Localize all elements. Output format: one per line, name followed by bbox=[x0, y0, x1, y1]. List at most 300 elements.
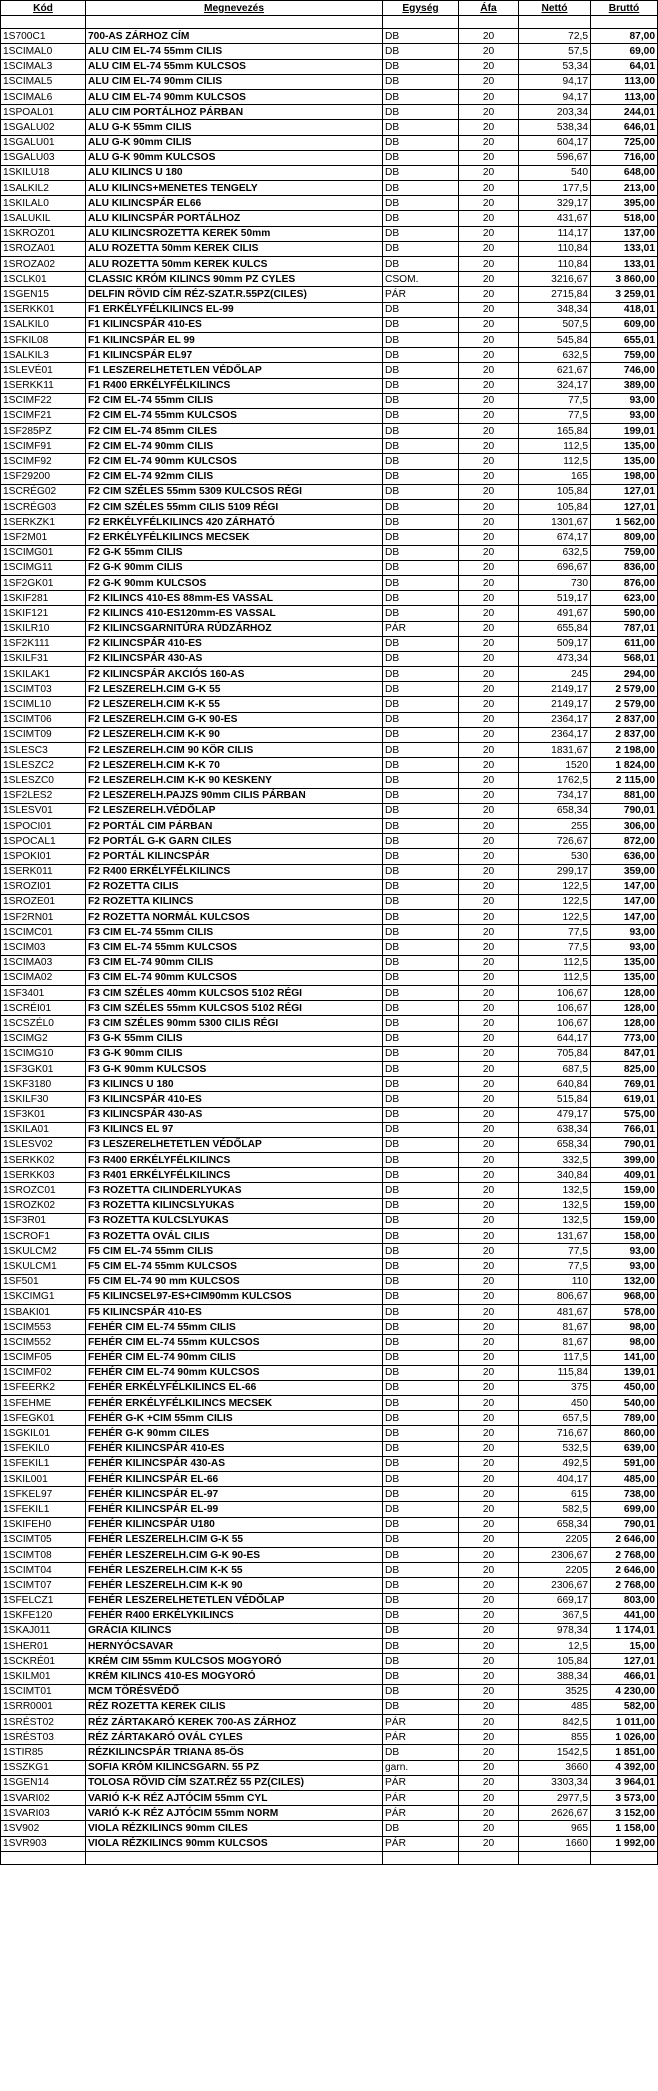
cell-brutto: 518,00 bbox=[591, 211, 658, 226]
cell-egyseg: DB bbox=[383, 1684, 459, 1699]
cell-megnevezes: F1 ERKÉLYFÉLKILINCS EL-99 bbox=[86, 302, 383, 317]
cell-megnevezes: F2 KILINCS 410-ES120mm-ES VASSAL bbox=[86, 606, 383, 621]
cell-megnevezes: F3 CIM EL-74 55mm KULCSOS bbox=[86, 940, 383, 955]
cell-egyseg: DB bbox=[383, 1304, 459, 1319]
cell-netto: 696,67 bbox=[519, 560, 591, 575]
table-row bbox=[1, 1456, 658, 1471]
cell-megnevezes: ALU CIM PORTÁLHOZ PÁRBAN bbox=[86, 105, 383, 120]
cell-afa: 20 bbox=[459, 211, 519, 226]
table-row bbox=[1, 135, 658, 150]
table-row bbox=[1, 1639, 658, 1654]
table-row bbox=[1, 120, 658, 135]
cell-brutto: 93,00 bbox=[591, 925, 658, 940]
cell-netto: 94,17 bbox=[519, 74, 591, 89]
cell-afa: 20 bbox=[459, 500, 519, 515]
cell-netto: 481,67 bbox=[519, 1304, 591, 1319]
cell-kod: 1SERK011 bbox=[1, 864, 86, 879]
cell-megnevezes: FEHÉR ERKÉLYFÉLKILINCS EL-66 bbox=[86, 1380, 383, 1395]
table-row bbox=[1, 621, 658, 636]
cell-netto: 669,17 bbox=[519, 1593, 591, 1608]
cell-kod: 1SKF3180 bbox=[1, 1077, 86, 1092]
cell-megnevezes: FEHÉR CIM EL-74 90mm KULCSOS bbox=[86, 1365, 383, 1380]
cell-egyseg: DB bbox=[383, 393, 459, 408]
cell-afa: 20 bbox=[459, 1411, 519, 1426]
cell-megnevezes: F5 CIM EL-74 90 mm KULCSOS bbox=[86, 1274, 383, 1289]
cell-afa: 20 bbox=[459, 1077, 519, 1092]
cell-afa: 20 bbox=[459, 1821, 519, 1836]
table-row bbox=[1, 302, 658, 317]
cell-egyseg: DB bbox=[383, 1320, 459, 1335]
cell-megnevezes: F2 LESZERELH.CIM 90 KÖR CILIS bbox=[86, 743, 383, 758]
cell-kod: 1SF2GK01 bbox=[1, 575, 86, 590]
cell-kod: 1SGALU01 bbox=[1, 135, 86, 150]
cell-brutto: 418,01 bbox=[591, 302, 658, 317]
cell-netto: 965 bbox=[519, 1821, 591, 1836]
cell-netto: 329,17 bbox=[519, 196, 591, 211]
cell-kod: 1SGKIL01 bbox=[1, 1426, 86, 1441]
cell-netto: 112,5 bbox=[519, 439, 591, 454]
cell-netto: 515,84 bbox=[519, 1092, 591, 1107]
cell-netto: 538,34 bbox=[519, 120, 591, 135]
cell-netto: 491,67 bbox=[519, 606, 591, 621]
empty-cell bbox=[1, 16, 86, 29]
cell-egyseg: DB bbox=[383, 575, 459, 590]
empty-cell bbox=[86, 16, 383, 29]
cell-netto: 404,17 bbox=[519, 1472, 591, 1487]
cell-megnevezes: F2 CIM EL-74 55mm KULCSOS bbox=[86, 408, 383, 423]
cell-netto: 112,5 bbox=[519, 970, 591, 985]
cell-megnevezes: SOFIA KRÓM KILINCSGARN. 55 PZ bbox=[86, 1760, 383, 1775]
cell-megnevezes: F2 ROZETTA NORMÁL KULCSOS bbox=[86, 910, 383, 925]
cell-afa: 20 bbox=[459, 1426, 519, 1441]
cell-netto: 77,5 bbox=[519, 940, 591, 955]
empty-cell bbox=[383, 1851, 459, 1864]
cell-egyseg: DB bbox=[383, 196, 459, 211]
cell-kod: 1SFEKIL1 bbox=[1, 1456, 86, 1471]
cell-kod: 1SCIMF22 bbox=[1, 393, 86, 408]
cell-kod: 1SLESC3 bbox=[1, 743, 86, 758]
table-row bbox=[1, 1775, 658, 1790]
cell-afa: 20 bbox=[459, 1001, 519, 1016]
cell-afa: 20 bbox=[459, 1517, 519, 1532]
cell-megnevezes: F2 CIM EL-74 90mm KULCSOS bbox=[86, 454, 383, 469]
cell-kod: 1SALKIL2 bbox=[1, 181, 86, 196]
table-row bbox=[1, 1699, 658, 1714]
cell-afa: 20 bbox=[459, 1715, 519, 1730]
cell-afa: 20 bbox=[459, 651, 519, 666]
cell-egyseg: DB bbox=[383, 1502, 459, 1517]
cell-netto: 705,84 bbox=[519, 1046, 591, 1061]
cell-afa: 20 bbox=[459, 1244, 519, 1259]
cell-netto: 340,84 bbox=[519, 1168, 591, 1183]
cell-netto: 112,5 bbox=[519, 454, 591, 469]
cell-brutto: 135,00 bbox=[591, 955, 658, 970]
table-row bbox=[1, 257, 658, 272]
cell-brutto: 113,00 bbox=[591, 74, 658, 89]
table-row bbox=[1, 910, 658, 925]
cell-kod: 1SCIMAL5 bbox=[1, 74, 86, 89]
cell-kod: 1SERKZK1 bbox=[1, 515, 86, 530]
cell-kod: 1SERKK11 bbox=[1, 378, 86, 393]
cell-brutto: 787,01 bbox=[591, 621, 658, 636]
table-row bbox=[1, 697, 658, 712]
cell-brutto: 738,00 bbox=[591, 1487, 658, 1502]
cell-egyseg: DB bbox=[383, 788, 459, 803]
cell-megnevezes: F1 LESZERELHETETLEN VÉDŐLAP bbox=[86, 363, 383, 378]
cell-netto: 2205 bbox=[519, 1563, 591, 1578]
header-kod: Kód bbox=[1, 1, 86, 16]
table-row bbox=[1, 894, 658, 909]
cell-kod: 1SKIF281 bbox=[1, 591, 86, 606]
cell-netto: 540 bbox=[519, 165, 591, 180]
cell-netto: 132,5 bbox=[519, 1183, 591, 1198]
cell-egyseg: DB bbox=[383, 758, 459, 773]
cell-afa: 20 bbox=[459, 1350, 519, 1365]
cell-brutto: 611,00 bbox=[591, 636, 658, 651]
cell-brutto: 636,00 bbox=[591, 849, 658, 864]
table-row bbox=[1, 1320, 658, 1335]
cell-megnevezes: ALU CIM EL-74 55mm CILIS bbox=[86, 44, 383, 59]
cell-afa: 20 bbox=[459, 74, 519, 89]
cell-kod: 1SCLK01 bbox=[1, 272, 86, 287]
cell-netto: 122,5 bbox=[519, 910, 591, 925]
cell-megnevezes: ALU CIM EL-74 90mm KULCSOS bbox=[86, 89, 383, 104]
cell-brutto: 389,00 bbox=[591, 378, 658, 393]
cell-netto: 12,5 bbox=[519, 1639, 591, 1654]
cell-afa: 20 bbox=[459, 29, 519, 44]
cell-megnevezes: ALU ROZETTA 50mm KEREK KULCS bbox=[86, 257, 383, 272]
cell-kod: 1SROZC01 bbox=[1, 1183, 86, 1198]
empty-row bbox=[1, 1851, 658, 1864]
cell-egyseg: DB bbox=[383, 408, 459, 423]
cell-megnevezes: F2 PORTÁL KILINCSPÁR bbox=[86, 849, 383, 864]
cell-netto: 112,5 bbox=[519, 955, 591, 970]
table-row bbox=[1, 287, 658, 302]
cell-kod: 1SCIMT04 bbox=[1, 1563, 86, 1578]
cell-egyseg: DB bbox=[383, 667, 459, 682]
table-row bbox=[1, 1426, 658, 1441]
cell-afa: 20 bbox=[459, 348, 519, 363]
cell-kod: 1SF3K01 bbox=[1, 1107, 86, 1122]
cell-afa: 20 bbox=[459, 1380, 519, 1395]
cell-afa: 20 bbox=[459, 241, 519, 256]
cell-netto: 105,84 bbox=[519, 1654, 591, 1669]
table-row bbox=[1, 439, 658, 454]
cell-netto: 375 bbox=[519, 1380, 591, 1395]
cell-megnevezes: VIOLA RÉZKILINCS 90mm KULCSOS bbox=[86, 1836, 383, 1851]
cell-netto: 105,84 bbox=[519, 500, 591, 515]
cell-kod: 1SCIMA02 bbox=[1, 970, 86, 985]
cell-egyseg: PÁR bbox=[383, 1775, 459, 1790]
cell-afa: 20 bbox=[459, 378, 519, 393]
cell-afa: 20 bbox=[459, 667, 519, 682]
cell-brutto: 137,00 bbox=[591, 226, 658, 241]
cell-brutto: 639,00 bbox=[591, 1441, 658, 1456]
cell-netto: 324,17 bbox=[519, 378, 591, 393]
cell-brutto: 93,00 bbox=[591, 1244, 658, 1259]
cell-egyseg: DB bbox=[383, 515, 459, 530]
cell-kod: 1SCIMF21 bbox=[1, 408, 86, 423]
empty-cell bbox=[1, 1851, 86, 1864]
cell-afa: 20 bbox=[459, 1289, 519, 1304]
cell-afa: 20 bbox=[459, 1745, 519, 1760]
cell-egyseg: DB bbox=[383, 1061, 459, 1076]
cell-kod: 1SROZK02 bbox=[1, 1198, 86, 1213]
cell-megnevezes: F2 LESZERELH.CIM K-K 70 bbox=[86, 758, 383, 773]
cell-brutto: 127,01 bbox=[591, 484, 658, 499]
cell-brutto: 141,00 bbox=[591, 1350, 658, 1365]
cell-egyseg: DB bbox=[383, 211, 459, 226]
cell-afa: 20 bbox=[459, 621, 519, 636]
cell-egyseg: DB bbox=[383, 743, 459, 758]
cell-kod: 1SROZI01 bbox=[1, 879, 86, 894]
cell-megnevezes: FEHÉR LESZERELH.CIM K-K 90 bbox=[86, 1578, 383, 1593]
cell-brutto: 135,00 bbox=[591, 454, 658, 469]
cell-egyseg: DB bbox=[383, 879, 459, 894]
cell-megnevezes: FEHÉR G-K 90mm CILES bbox=[86, 1426, 383, 1441]
cell-egyseg: DB bbox=[383, 682, 459, 697]
cell-egyseg: DB bbox=[383, 651, 459, 666]
cell-megnevezes: HERNYÓCSAVAR bbox=[86, 1639, 383, 1654]
cell-megnevezes: ALU KILINCS+MENETES TENGELY bbox=[86, 181, 383, 196]
cell-kod: 1SCIMAL0 bbox=[1, 44, 86, 59]
table-row bbox=[1, 1380, 658, 1395]
cell-brutto: 198,00 bbox=[591, 469, 658, 484]
table-row bbox=[1, 849, 658, 864]
cell-brutto: 135,00 bbox=[591, 970, 658, 985]
cell-afa: 20 bbox=[459, 1304, 519, 1319]
cell-kod: 1SFEGK01 bbox=[1, 1411, 86, 1426]
cell-afa: 20 bbox=[459, 591, 519, 606]
cell-egyseg: DB bbox=[383, 1396, 459, 1411]
table-row bbox=[1, 1289, 658, 1304]
cell-brutto: 2 115,00 bbox=[591, 773, 658, 788]
cell-brutto: 623,00 bbox=[591, 591, 658, 606]
cell-netto: 485 bbox=[519, 1699, 591, 1714]
cell-afa: 20 bbox=[459, 1335, 519, 1350]
cell-afa: 20 bbox=[459, 818, 519, 833]
table-row bbox=[1, 1396, 658, 1411]
table-row bbox=[1, 105, 658, 120]
cell-egyseg: DB bbox=[383, 348, 459, 363]
empty-cell bbox=[459, 16, 519, 29]
header-megnevezes: Megnevezés bbox=[86, 1, 383, 16]
cell-kod: 1SPOKI01 bbox=[1, 849, 86, 864]
cell-brutto: 2 646,00 bbox=[591, 1532, 658, 1547]
cell-netto: 332,5 bbox=[519, 1153, 591, 1168]
cell-afa: 20 bbox=[459, 1092, 519, 1107]
cell-brutto: 113,00 bbox=[591, 89, 658, 104]
cell-kod: 1SVARI03 bbox=[1, 1806, 86, 1821]
cell-afa: 20 bbox=[459, 1198, 519, 1213]
cell-netto: 978,34 bbox=[519, 1623, 591, 1638]
table-row bbox=[1, 241, 658, 256]
cell-netto: 122,5 bbox=[519, 894, 591, 909]
cell-kod: 1SALKIL3 bbox=[1, 348, 86, 363]
cell-brutto: 790,01 bbox=[591, 1137, 658, 1152]
cell-afa: 20 bbox=[459, 317, 519, 332]
cell-brutto: 93,00 bbox=[591, 1259, 658, 1274]
cell-megnevezes: DELFIN RÖVID CÍM RÉZ-SZAT.R.55PZ(CILES) bbox=[86, 287, 383, 302]
cell-brutto: 803,00 bbox=[591, 1593, 658, 1608]
cell-brutto: 2 579,00 bbox=[591, 697, 658, 712]
cell-brutto: 98,00 bbox=[591, 1320, 658, 1335]
cell-afa: 20 bbox=[459, 1790, 519, 1805]
cell-megnevezes: ALU KILINCSROZETTA KEREK 50mm bbox=[86, 226, 383, 241]
cell-afa: 20 bbox=[459, 788, 519, 803]
cell-egyseg: DB bbox=[383, 560, 459, 575]
cell-egyseg: DB bbox=[383, 1411, 459, 1426]
cell-kod: 1SCIM552 bbox=[1, 1335, 86, 1350]
cell-netto: 2364,17 bbox=[519, 712, 591, 727]
cell-afa: 20 bbox=[459, 120, 519, 135]
cell-kod: 1SKIF121 bbox=[1, 606, 86, 621]
cell-afa: 20 bbox=[459, 727, 519, 742]
cell-afa: 20 bbox=[459, 1730, 519, 1745]
cell-netto: 450 bbox=[519, 1396, 591, 1411]
cell-afa: 20 bbox=[459, 1472, 519, 1487]
cell-megnevezes: F2 CIM EL-74 92mm CILIS bbox=[86, 469, 383, 484]
table-row bbox=[1, 29, 658, 44]
cell-egyseg: DB bbox=[383, 1487, 459, 1502]
cell-kod: 1SKILAK1 bbox=[1, 667, 86, 682]
cell-afa: 20 bbox=[459, 1229, 519, 1244]
header-row bbox=[1, 1, 658, 16]
table-row bbox=[1, 165, 658, 180]
table-row bbox=[1, 150, 658, 165]
cell-netto: 299,17 bbox=[519, 864, 591, 879]
cell-afa: 20 bbox=[459, 1654, 519, 1669]
cell-afa: 20 bbox=[459, 1608, 519, 1623]
cell-brutto: 1 011,00 bbox=[591, 1715, 658, 1730]
table-row bbox=[1, 925, 658, 940]
cell-netto: 165,84 bbox=[519, 424, 591, 439]
cell-kod: 1SRR0001 bbox=[1, 1699, 86, 1714]
cell-netto: 122,5 bbox=[519, 879, 591, 894]
cell-netto: 674,17 bbox=[519, 530, 591, 545]
cell-netto: 114,17 bbox=[519, 226, 591, 241]
table-row bbox=[1, 1061, 658, 1076]
cell-megnevezes: F3 G-K 90mm CILIS bbox=[86, 1046, 383, 1061]
cell-egyseg: DB bbox=[383, 1821, 459, 1836]
cell-brutto: 540,00 bbox=[591, 1396, 658, 1411]
cell-megnevezes: F2 G-K 55mm CILIS bbox=[86, 545, 383, 560]
cell-netto: 1542,5 bbox=[519, 1745, 591, 1760]
cell-kod: 1SGEN14 bbox=[1, 1775, 86, 1790]
cell-brutto: 699,00 bbox=[591, 1502, 658, 1517]
cell-netto: 1520 bbox=[519, 758, 591, 773]
cell-egyseg: DB bbox=[383, 940, 459, 955]
cell-brutto: 575,00 bbox=[591, 1107, 658, 1122]
cell-megnevezes: F2 PORTÁL CIM PÁRBAN bbox=[86, 818, 383, 833]
cell-netto: 658,34 bbox=[519, 803, 591, 818]
cell-megnevezes: FEHÉR ERKÉLYFÉLKILINCS MECSEK bbox=[86, 1396, 383, 1411]
cell-megnevezes: 700-AS ZÁRHOZ CÍM bbox=[86, 29, 383, 44]
cell-egyseg: DB bbox=[383, 1578, 459, 1593]
cell-brutto: 716,00 bbox=[591, 150, 658, 165]
cell-kod: 1SKULCM2 bbox=[1, 1244, 86, 1259]
cell-afa: 20 bbox=[459, 606, 519, 621]
cell-megnevezes: FEHÉR KILINCSPÁR EL-66 bbox=[86, 1472, 383, 1487]
cell-megnevezes: ALU ROZETTA 50mm KEREK CILIS bbox=[86, 241, 383, 256]
cell-kod: 1SRÉST02 bbox=[1, 1715, 86, 1730]
cell-netto: 2149,17 bbox=[519, 682, 591, 697]
cell-netto: 716,67 bbox=[519, 1426, 591, 1441]
cell-kod: 1SCKRÉ01 bbox=[1, 1654, 86, 1669]
cell-afa: 20 bbox=[459, 910, 519, 925]
cell-egyseg: DB bbox=[383, 1168, 459, 1183]
cell-afa: 20 bbox=[459, 1107, 519, 1122]
cell-egyseg: DB bbox=[383, 89, 459, 104]
cell-kod: 1SKAJ011 bbox=[1, 1623, 86, 1638]
cell-egyseg: DB bbox=[383, 1639, 459, 1654]
cell-brutto: 3 573,00 bbox=[591, 1790, 658, 1805]
cell-afa: 20 bbox=[459, 636, 519, 651]
cell-egyseg: PÁR bbox=[383, 1806, 459, 1821]
cell-egyseg: DB bbox=[383, 1274, 459, 1289]
cell-egyseg: DB bbox=[383, 712, 459, 727]
cell-kod: 1SCIMF91 bbox=[1, 439, 86, 454]
cell-megnevezes: F3 KILINCS U 180 bbox=[86, 1077, 383, 1092]
cell-afa: 20 bbox=[459, 1487, 519, 1502]
cell-afa: 20 bbox=[459, 287, 519, 302]
cell-brutto: 591,00 bbox=[591, 1456, 658, 1471]
cell-egyseg: DB bbox=[383, 1016, 459, 1031]
cell-megnevezes: F3 ROZETTA OVÁL CILIS bbox=[86, 1229, 383, 1244]
cell-kod: 1SCIMF02 bbox=[1, 1365, 86, 1380]
cell-egyseg: DB bbox=[383, 818, 459, 833]
cell-egyseg: DB bbox=[383, 378, 459, 393]
cell-megnevezes: KRÉM KILINCS 410-ES MOGYORÓ bbox=[86, 1669, 383, 1684]
cell-brutto: 746,00 bbox=[591, 363, 658, 378]
cell-egyseg: DB bbox=[383, 454, 459, 469]
cell-kod: 1SF2K111 bbox=[1, 636, 86, 651]
cell-netto: 117,5 bbox=[519, 1350, 591, 1365]
cell-kod: 1SLESV01 bbox=[1, 803, 86, 818]
empty-cell bbox=[86, 1851, 383, 1864]
cell-afa: 20 bbox=[459, 302, 519, 317]
cell-megnevezes: F3 CIM EL-74 55mm CILIS bbox=[86, 925, 383, 940]
cell-brutto: 2 579,00 bbox=[591, 682, 658, 697]
cell-afa: 20 bbox=[459, 363, 519, 378]
table-row bbox=[1, 818, 658, 833]
table-row bbox=[1, 332, 658, 347]
cell-netto: 492,5 bbox=[519, 1456, 591, 1471]
cell-megnevezes: RÉZ ROZETTA KEREK CILIS bbox=[86, 1699, 383, 1714]
header-brutto: Bruttó bbox=[591, 1, 658, 16]
cell-brutto: 294,00 bbox=[591, 667, 658, 682]
table-row bbox=[1, 545, 658, 560]
cell-brutto: 1 158,00 bbox=[591, 1821, 658, 1836]
cell-egyseg: DB bbox=[383, 697, 459, 712]
cell-afa: 20 bbox=[459, 135, 519, 150]
cell-brutto: 1 026,00 bbox=[591, 1730, 658, 1745]
header-egyseg: Egység bbox=[383, 1, 459, 16]
cell-netto: 132,5 bbox=[519, 1198, 591, 1213]
cell-kod: 1SCIMT06 bbox=[1, 712, 86, 727]
cell-brutto: 128,00 bbox=[591, 1016, 658, 1031]
cell-brutto: 466,01 bbox=[591, 1669, 658, 1684]
cell-megnevezes: RÉZ ZÁRTAKARÓ OVÁL CYLES bbox=[86, 1730, 383, 1745]
table-row bbox=[1, 348, 658, 363]
cell-megnevezes: TOLOSA RÖVID CÍM SZAT.RÉZ 55 PZ(CILES) bbox=[86, 1775, 383, 1790]
cell-brutto: 759,00 bbox=[591, 545, 658, 560]
cell-megnevezes: FEHÉR R400 ERKÉLYKILINCS bbox=[86, 1608, 383, 1623]
table-row bbox=[1, 940, 658, 955]
cell-megnevezes: F3 ROZETTA KULCSLYUKAS bbox=[86, 1213, 383, 1228]
cell-megnevezes: ALU CIM EL-74 55mm KULCSOS bbox=[86, 59, 383, 74]
cell-afa: 20 bbox=[459, 105, 519, 120]
